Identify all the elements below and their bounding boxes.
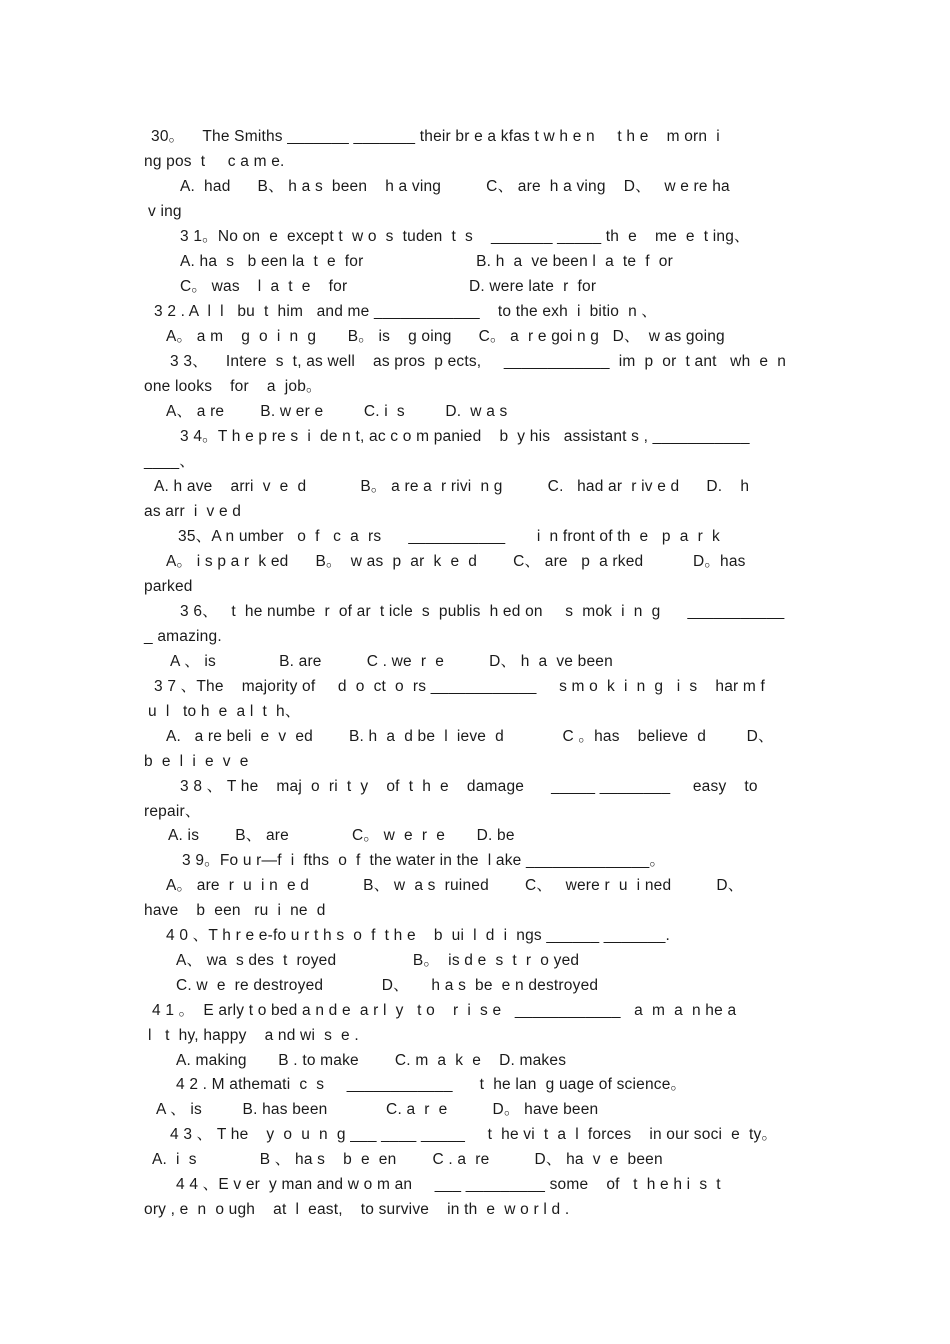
question-31-options-2: C。 was l a t e for D. were late r for: [180, 278, 597, 295]
question-34-options-1: A. h ave arri v e d B。 a re a r rivi n g C. had ar r iv e d D. h: [154, 478, 750, 495]
question-31-line-1: 3 1。No on e except t w o s tuden t s _______ _____ th e me e t ing、: [180, 228, 750, 245]
question-40-options-1: A、 wa s des t royed B。 is d e s t r o yed: [176, 952, 580, 969]
question-37-line-2: u l to h e a l t h、: [148, 703, 301, 720]
question-39-options-2: have b een ru i ne d: [144, 902, 326, 919]
question-30-line-1: 30。 The Smiths _______ _______ their br e a kfas t w h e n t h e m orn i: [151, 128, 720, 145]
question-33-line-1: 3 3、 Intere s t, as well as pros p ects, ____________ im p or t ant wh e n: [170, 353, 787, 370]
question-35-line-1: 35、A n umber o f c a rs ___________ i n front of th e p a r k: [178, 528, 720, 545]
question-31-options-1: A. ha s b een la t e for B. h a ve been l a te f or: [180, 253, 673, 270]
question-39-line-1: 3 9。Fo u r—f i fths o f the water in the l ake ______________。: [182, 852, 666, 869]
question-34-options-2: as arr i v e d: [144, 503, 242, 520]
question-40-options-2: C. w e re destroyed D、 h a s be e n destroyed: [176, 977, 599, 994]
question-33-options: A、 a re B. w er e C. i s D. w a s: [166, 403, 508, 420]
question-42-line-1: 4 2 . M athemati c s ____________ t he lan g uage of science。: [176, 1076, 687, 1093]
question-41-line-1: 4 1 。 E arly t o bed a n d e a r l y t o r i s e ____________ a m a n he a: [152, 1002, 737, 1019]
question-38-options: A. is B、 are C。 w e r e D. be: [168, 827, 515, 844]
question-37-options-1: A. a re beli e v ed B. h a d be l ieve d C 。has believe d D、: [166, 728, 774, 745]
question-41-options: A. making B . to make C. m a k e D. makes: [176, 1052, 567, 1069]
question-36-line-1: 3 6、 t he numbe r of ar t icle s publis h ed on s mok i n g ___________: [180, 603, 785, 620]
question-33-line-2: one looks for a job。: [144, 378, 322, 395]
question-30-options-2: v ing: [148, 203, 182, 220]
question-32-options: A。 a m g o i n g B。 is g oing C。 a r e goi n g D、 w as going: [166, 328, 725, 345]
question-43-line-1: 4 3 、 T he y o u n g ___ ____ _____ t he vi t a l forces in our soci e ty。: [170, 1126, 778, 1143]
question-43-options: A. i s B 、 ha s b e en C . a re D、 ha v e been: [152, 1151, 663, 1168]
question-34-line-1: 3 4。T h e p re s i de n t, ac c o m panied b y his assistant s , ___________: [180, 428, 750, 445]
question-39-options-1: A。 are r u i n e d B、 w a s ruined C、 were r u i ned D、: [166, 877, 744, 894]
question-37-options-2: b e l i e v e: [144, 753, 249, 770]
question-35-options-1: A。 i s p a r k ed B。 w as p ar k e d C、 are p a rked D。has: [166, 553, 746, 570]
question-35-options-2: parked: [144, 578, 193, 595]
question-30-options-1: A. had B、 h a s been h a ving C、 are h a ving D、 w e re ha: [180, 178, 730, 195]
question-32-line-1: 3 2 . A l l bu t him and me ____________ to the exh i bitio n 、: [154, 303, 658, 320]
question-42-options: A 、 is B. has been C. a r e D。 have been: [156, 1101, 599, 1118]
question-36-line-2: _ amazing.: [144, 628, 222, 645]
question-38-line-1: 3 8 、 T he maj o ri t y of t h e damage _____ ________ easy to: [180, 778, 758, 795]
question-37-line-1: 3 7 、The majority of d o ct o rs ____________ s m o k i n g i s har m f: [154, 678, 766, 695]
question-30-line-2: ng pos t c a m e.: [144, 153, 285, 170]
question-44-line-1: 4 4 、E v er y man and w o m an ___ _________ some of t h e h i s t: [176, 1176, 721, 1193]
question-34-line-2: ____、: [144, 453, 195, 470]
question-38-line-2: repair、: [144, 803, 201, 820]
question-36-options: A 、 is B. are C . we r e D、 h a ve been: [170, 653, 613, 670]
question-40-line-1: 4 0 、T h r e e-fo u r t h s o f t h e b ui l d i ngs ______ _______.: [166, 927, 671, 944]
question-41-line-2: l t hy, happy a nd wi s e .: [148, 1027, 359, 1044]
question-44-line-2: ory , e n o ugh at l east, to survive in th e w o r l d .: [144, 1201, 570, 1218]
